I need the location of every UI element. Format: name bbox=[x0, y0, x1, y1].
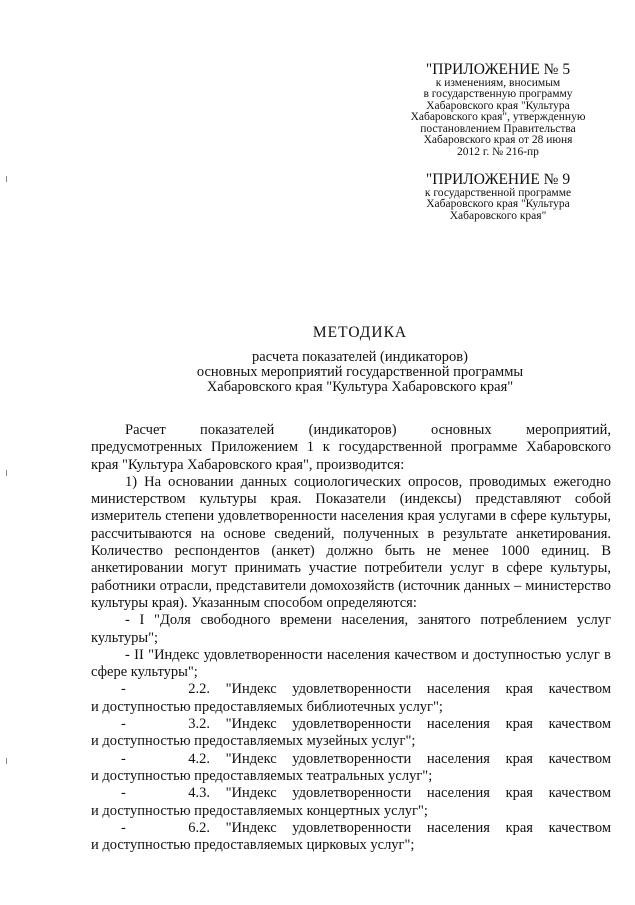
appendix-5-line: 2012 г. № 216-пр bbox=[457, 145, 539, 158]
method-subtitle bbox=[120, 350, 600, 396]
margin-mark bbox=[6, 470, 7, 476]
list-text: "Индекс удовлетворенности населения края качеством bbox=[225, 681, 612, 698]
appendix-9-line: Хабаровского края" bbox=[449, 209, 547, 222]
list-dash: - bbox=[121, 819, 126, 836]
method-title: МЕТОДИКА bbox=[312, 324, 408, 341]
paragraph-1: 1) На основании данных социологических опросов, проводимых ежегодно министерством культуры края. Показатели (индексы) представляют собой измеритель степени удовлетворенности населения края услугами в сфере культуры, рассчитываются на основе сведений, полученных в результате анкетирования. Количество респондентов (анкет) должно быть не менее 1000 единиц. В анкетировании могут принимать участие потребители услуг в сфере культуры, работники отрасли, представители домохозяйств (источник данных – министерство культуры края). Указанным способом определяются: bbox=[91, 473, 611, 611]
list-item-rest: и доступностью предоставляемых библиотечных услуг"; bbox=[91, 698, 443, 715]
list-text: "Индекс удовлетворенности населения края качеством bbox=[225, 819, 612, 836]
list-number: 3.2. bbox=[188, 716, 210, 733]
appendix-5-line: к изменениям, вносимым bbox=[435, 76, 561, 89]
method-subtitle-line: основных мероприятий государственной программы bbox=[196, 364, 524, 381]
method-subtitle-line: расчета показателей (индикаторов) bbox=[252, 349, 468, 365]
list-item bbox=[91, 820, 611, 855]
list-number: 4.3. bbox=[188, 785, 210, 802]
appendix-5-block bbox=[393, 62, 603, 158]
appendix-9-line: Хабаровского края "Культура bbox=[426, 198, 570, 210]
list-dash: - bbox=[121, 681, 126, 698]
method-subtitle-line: Хабаровского края "Культура Хабаровского края" bbox=[206, 379, 514, 396]
list-number: 6.2. bbox=[188, 819, 210, 836]
appendix-5-line: в государственную программу bbox=[423, 88, 573, 100]
list-item-first-line bbox=[91, 820, 611, 837]
appendix-9-line: к государственной программе bbox=[424, 186, 572, 199]
list-item bbox=[91, 716, 611, 751]
list-item bbox=[91, 785, 611, 820]
appendix-5-line: Хабаровского края "Культура bbox=[426, 99, 570, 112]
list-item-rest: и доступностью предоставляемых музейных услуг"; bbox=[91, 733, 416, 750]
list-item-rest: и доступностью предоставляемых концертных услуг"; bbox=[91, 802, 428, 819]
list-dash: - bbox=[121, 716, 126, 733]
list-item-rest: и доступностью предоставляемых цирковых услуг"; bbox=[91, 837, 415, 854]
list-text: "Индекс удовлетворенности населения края качеством bbox=[225, 716, 612, 733]
intro-first-line: Расчет показателей (индикаторов) основных мероприятий, bbox=[125, 422, 611, 438]
list-item-i: - I "Доля свободного времени населения, занятого потреблением услуг культуры"; bbox=[91, 612, 611, 646]
list-number: 2.2. bbox=[188, 681, 210, 698]
list-item bbox=[91, 681, 611, 716]
list-dash: - bbox=[121, 785, 126, 802]
margin-mark bbox=[6, 176, 7, 182]
list-item-first-line bbox=[91, 785, 611, 802]
list-item-first-line bbox=[91, 716, 611, 733]
list-item-first-line bbox=[91, 681, 611, 698]
margin-mark bbox=[6, 758, 7, 764]
list-dash: - bbox=[121, 750, 126, 767]
appendix-5-line: Хабаровского края", утвержденную bbox=[410, 111, 586, 123]
appendix-5-title: "ПРИЛОЖЕНИЕ № 5 bbox=[425, 61, 571, 78]
appendix-9-block bbox=[393, 172, 603, 222]
intro-paragraph: предусмотренных Приложением 1 к государственной программе Хабаровского края "Культура Хабаровского края", производится: bbox=[91, 439, 611, 473]
list-text: "Индекс удовлетворенности населения края качеством bbox=[225, 785, 612, 802]
list-item-first-line bbox=[91, 751, 611, 768]
body-text bbox=[91, 422, 611, 854]
appendix-9-title: "ПРИЛОЖЕНИЕ № 9 bbox=[425, 171, 571, 188]
appendix-5-line: постановлением Правительства bbox=[420, 122, 576, 135]
appendix-5-line: Хабаровского края от 28 июня bbox=[423, 134, 573, 146]
list-item bbox=[91, 751, 611, 786]
list-text: "Индекс удовлетворенности населения края качеством bbox=[225, 750, 612, 767]
list-item-ii: - II "Индекс удовлетворенности населения качеством и доступностью услуг в сфере культуры"; bbox=[91, 646, 611, 681]
list-number: 4.2. bbox=[188, 750, 210, 767]
list-item-rest: и доступностью предоставляемых театральных услуг"; bbox=[91, 767, 433, 784]
